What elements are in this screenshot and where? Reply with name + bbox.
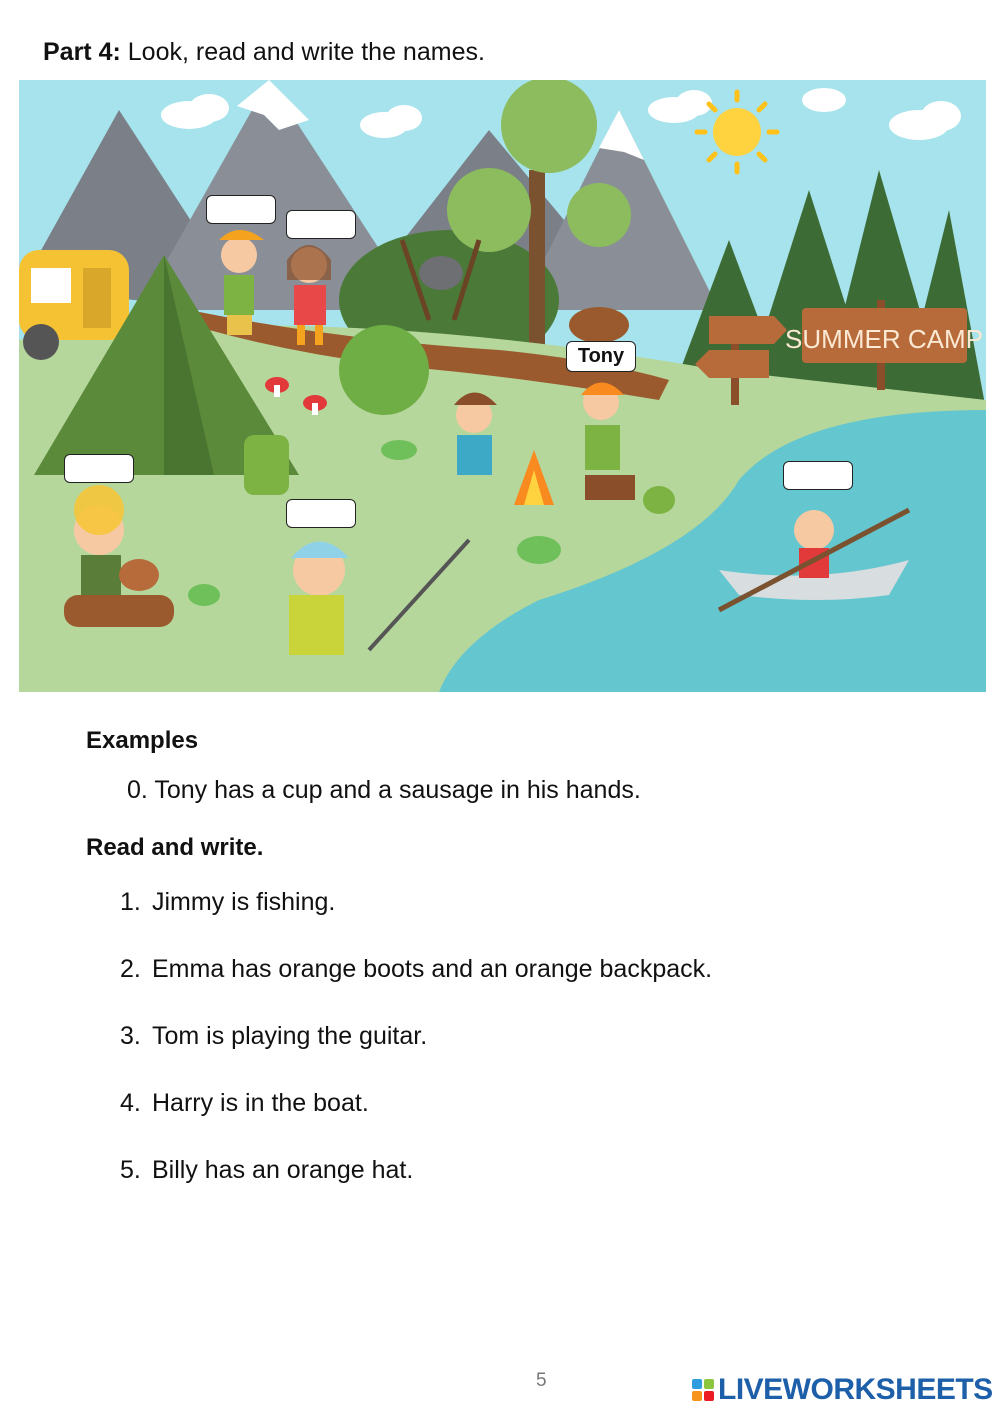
camp-scene-illustration xyxy=(19,80,986,692)
answer-box-hiker-boy[interactable] xyxy=(206,195,276,224)
example-sentence xyxy=(127,776,641,805)
example-text: Tony has a cup and a sausage in his hands. xyxy=(154,776,641,804)
item-text: Tom is playing the guitar. xyxy=(152,1022,428,1050)
part-label: Part 4: xyxy=(43,38,121,66)
list-item xyxy=(120,955,712,1022)
task-list xyxy=(120,888,712,1223)
list-item xyxy=(120,1156,712,1223)
kettle xyxy=(643,486,675,514)
item-number: 2. xyxy=(120,955,141,983)
instruction-text: Look, read and write the names. xyxy=(127,38,485,66)
item-text: Billy has an orange hat. xyxy=(152,1156,414,1184)
part-title xyxy=(43,38,485,67)
list-item xyxy=(120,1089,712,1156)
logo-text: LIVEWORKSHEETS xyxy=(718,1373,993,1406)
item-text: Jimmy is fishing. xyxy=(152,888,336,916)
list-item xyxy=(120,888,712,955)
answer-box-guitar-boy[interactable] xyxy=(64,454,134,483)
backpack xyxy=(244,435,289,495)
task-heading: Read and write. xyxy=(86,834,264,861)
item-text: Harry is in the boat. xyxy=(152,1089,369,1117)
logo-grid-icon xyxy=(692,1379,714,1401)
examples-heading: Examples xyxy=(86,727,199,754)
item-number: 3. xyxy=(120,1022,141,1050)
example-number: 0. xyxy=(127,776,148,804)
item-number: 4. xyxy=(120,1089,141,1117)
item-text: Emma has orange boots and an orange backpack. xyxy=(152,955,713,983)
answer-box-boat-boy[interactable] xyxy=(783,461,853,490)
answer-box-fishing-boy[interactable] xyxy=(286,499,356,528)
list-item xyxy=(120,1022,712,1089)
page-number: 5 xyxy=(536,1370,547,1391)
sign-text: SUMMER CAMP xyxy=(785,324,983,354)
bush xyxy=(339,325,429,415)
item-number: 5. xyxy=(120,1156,141,1184)
moose xyxy=(569,307,629,343)
camp-scene-drawing xyxy=(19,80,986,692)
example-name-label: Tony xyxy=(566,341,636,372)
liveworksheets-logo[interactable] xyxy=(692,1373,993,1407)
item-number: 1. xyxy=(120,888,141,916)
answer-box-hiker-girl[interactable] xyxy=(286,210,356,239)
